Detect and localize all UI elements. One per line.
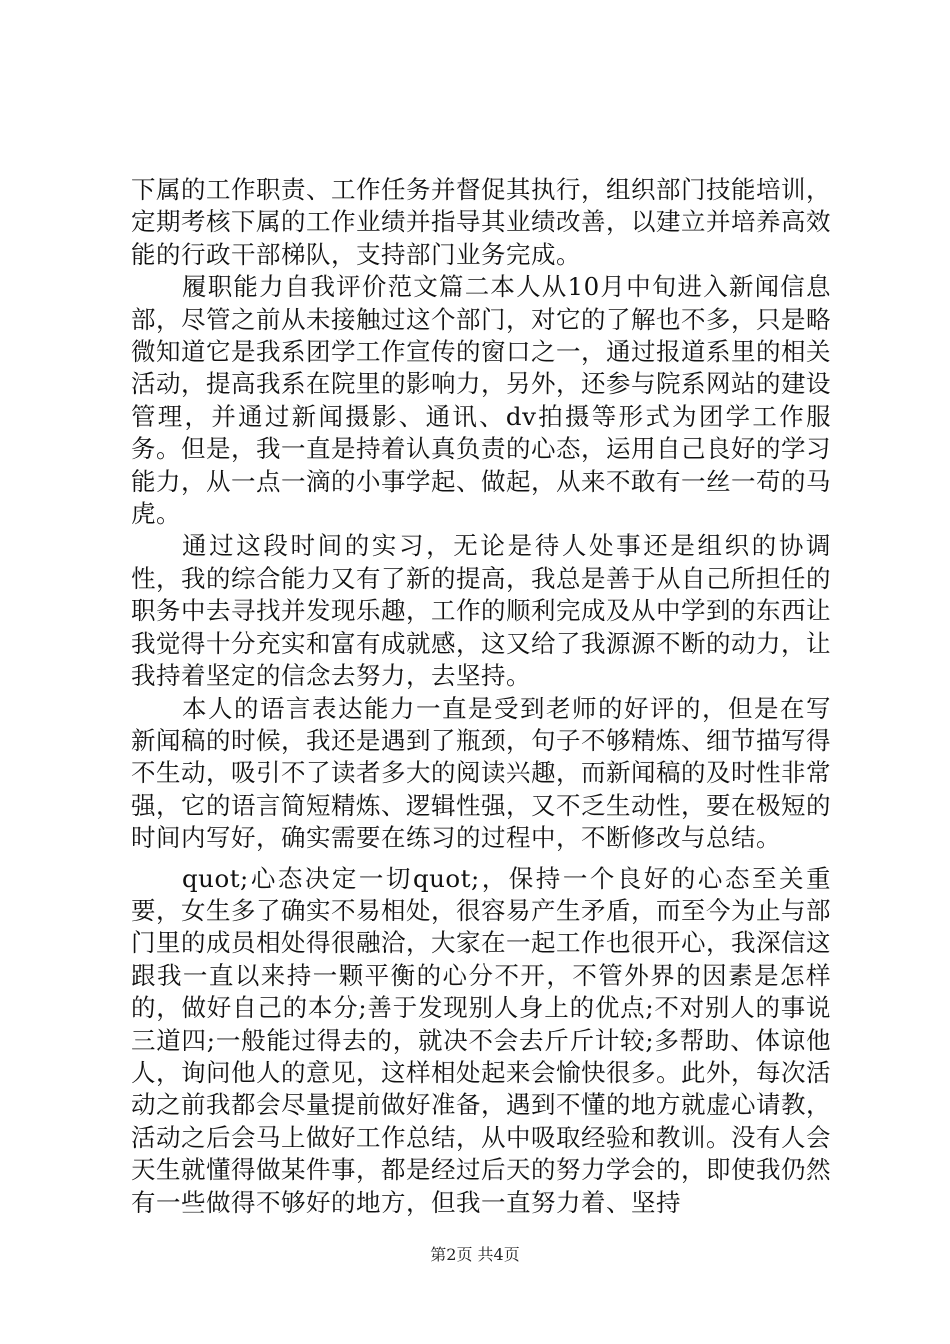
document-body xyxy=(131,174,831,1219)
paragraph: 本人的语言表达能力一直是受到老师的好评的，但是在写新闻稿的时候，我还是遇到了瓶颈，句子不够精炼、细节描写得不生动，吸引不了读者多大的阅读兴趣，而新闻稿的及时性非常强，它的语言简短精炼、逻辑性强，又不乏生动性，要在极短的时间内写好，确实需要在练习的过程中，不断修改与总结。 xyxy=(131,693,831,853)
paragraph: 通过这段时间的实习，无论是待人处事还是组织的协调性，我的综合能力又有了新的提高，我总是善于从自己所担任的职务中去寻找并发现乐趣，工作的顺利完成及从中学到的东西让我觉得十分充实和富有成就感，这又给了我源源不断的动力，让我持着坚定的信念去努力，去坚持。 xyxy=(131,531,831,691)
paragraph: 履职能力自我评价范文篇二本人从10月中旬进入新闻信息部，尽管之前从未接触过这个部门，对它的了解也不多，只是略微知道它是我系团学工作宣传的窗口之一，通过报道系里的相关活动，提高我系在院里的影响力，另外，还参与院系网站的建设管理，并通过新闻摄影、通讯、dv拍摄等形式为团学工作服务。但是，我一直是持着认真负责的心态，运用自己良好的学习能力，从一点一滴的小事学起、做起，从来不敢有一丝一苟的马虎。 xyxy=(131,272,831,529)
paragraph: quot;心态决定一切quot;，保持一个良好的心态至关重要，女生多了确实不易相处，很容易产生矛盾，而至今为止与部门里的成员相处得很融洽，大家在一起工作也很开心，我深信这跟我一直以来持一颗平衡的心分不开，不管外界的因素是怎样的，做好自己的本分;善于发现别人身上的优点;不对别人的事说三道四;一般能过得去的，就决不会去斤斤计较;多帮助、体谅他人，询问他人的意见，这样相处起来会愉快很多。此外，每次活动之前我都会尽量提前做好准备，遇到不懂的地方就虚心请教，活动之后会马上做好工作总结，从中吸取经验和教训。没有人会天生就懂得做某件事，都是经过后天的努力学会的，即使我仍然有一些做得不够好的地方，但我一直努力着、坚持 xyxy=(131,863,831,1217)
page-number-footer: 第2页 共4页 xyxy=(430,1245,520,1264)
paragraph-continued: 下属的工作职责、工作任务并督促其执行，组织部门技能培训，定期考核下属的工作业绩并指导其业绩改善，以建立并培养高效能的行政干部梯队，支持部门业务完成。 xyxy=(131,175,831,269)
